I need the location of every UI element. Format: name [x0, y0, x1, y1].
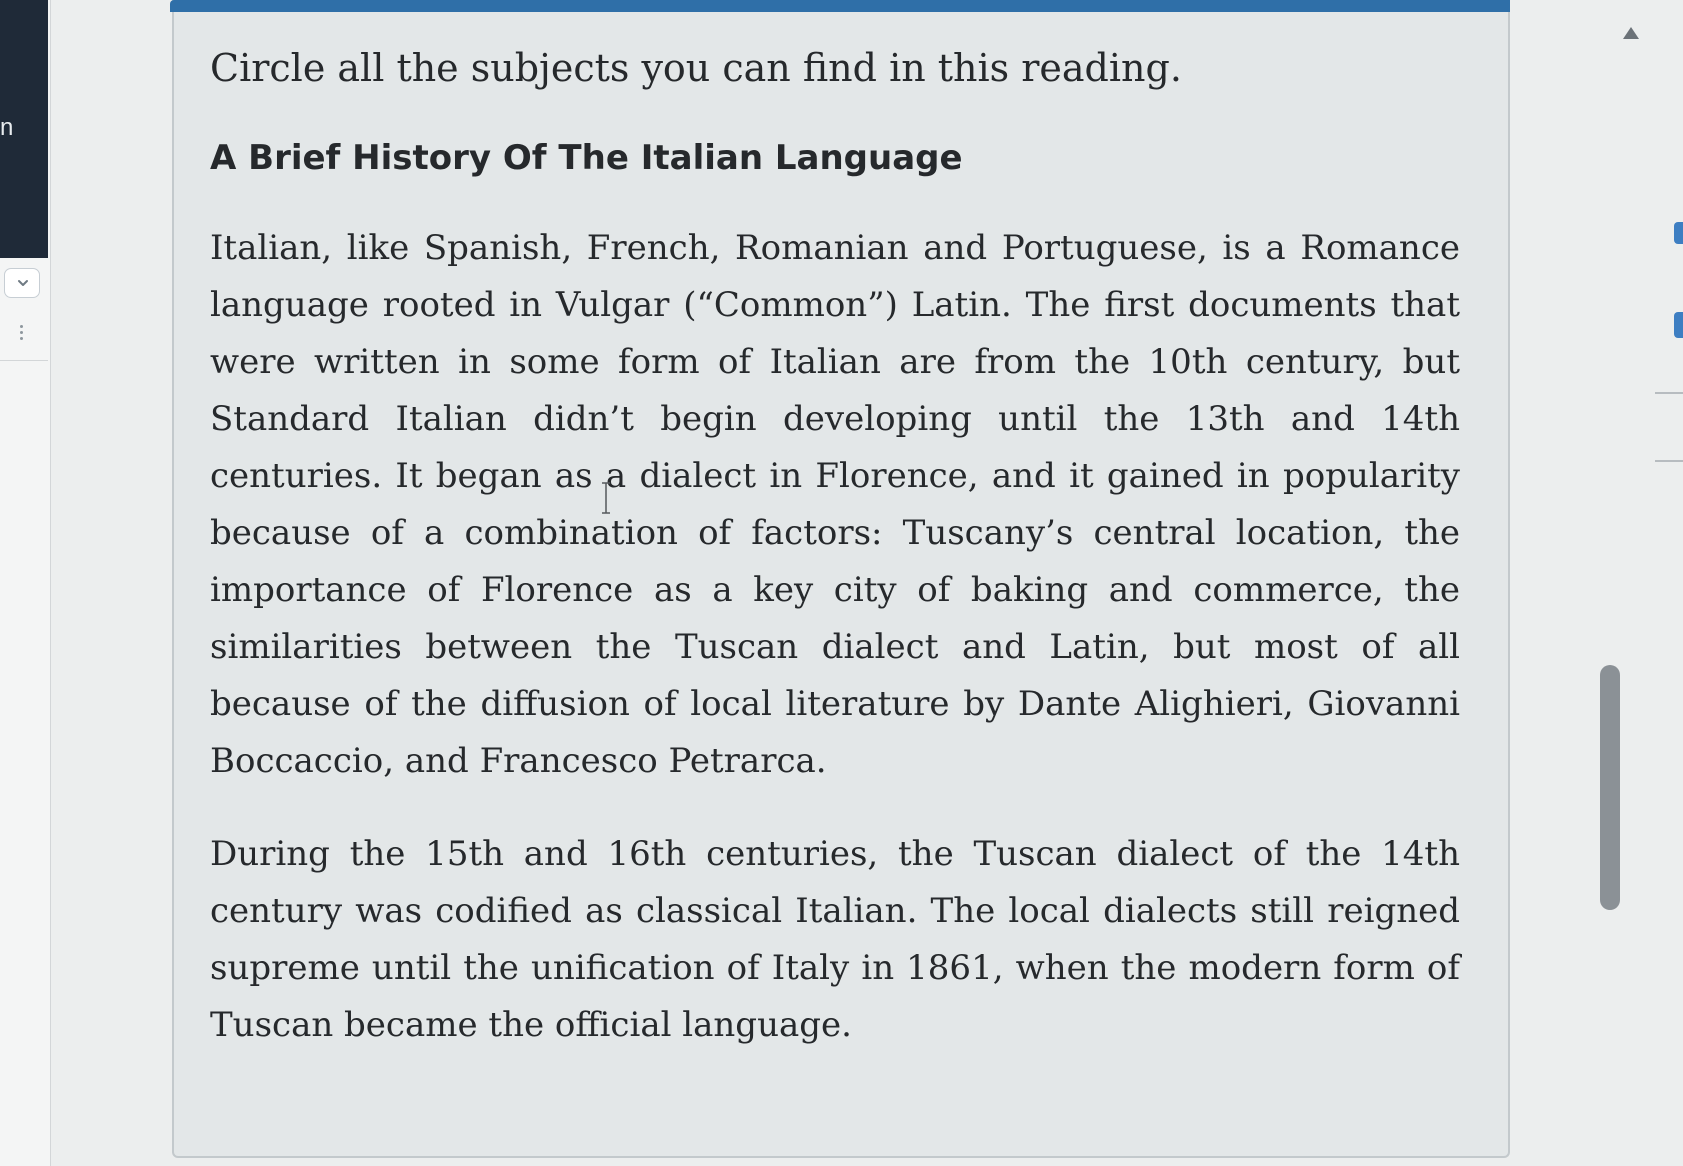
instruction-text: Circle all the subjects you can find in this reading.: [210, 46, 1182, 90]
scroll-up-arrow-icon[interactable]: [1622, 26, 1640, 40]
reading-title: A Brief History Of The Italian Language: [210, 138, 963, 178]
text-cursor-icon: [600, 482, 612, 514]
edge-indicator: [1674, 312, 1683, 338]
sidebar-divider: [0, 360, 48, 361]
chevron-down-icon[interactable]: [4, 268, 40, 298]
left-sidebar: [0, 0, 51, 1166]
kebab-menu-icon[interactable]: [14, 322, 28, 346]
sidebar-partial-label: n: [0, 114, 14, 141]
reading-content: [210, 44, 1460, 1054]
sidebar-header: [0, 0, 48, 258]
edge-divider: [1655, 460, 1683, 462]
reading-paragraph-1: Italian, like Spanish, French, Romanian and Portuguese, is a Romance language rooted in Vulgar (“Common”) Latin. The first documents that were written in some form of Italian are from the 10th century, but Standard Italian didn’t begin developing until the 13th and 14th centuries. It began as a dialect in Florence, and it gained in popularity because of a combination of factors: Tuscany’s central location, the importance of Florence as a key city of baking and commerce, the similarities between the Tuscan dialect and Latin, but most of all because of the diffusion of local literature by Dante Alighieri, Giovanni Boccaccio, and Francesco Petrarca.: [210, 228, 1460, 781]
edge-divider: [1655, 392, 1683, 394]
scrollbar-thumb[interactable]: [1600, 665, 1620, 910]
reading-paragraph-2: During the 15th and 16th centuries, the Tuscan dialect of the 14th century was codified as classical Italian. The local dialects still reigned supreme until the unification of Italy in 1861, when the modern form of Tuscan became the official language.: [210, 834, 1460, 1045]
edge-indicator: [1674, 222, 1683, 244]
panel-accent-bar: [170, 0, 1510, 12]
